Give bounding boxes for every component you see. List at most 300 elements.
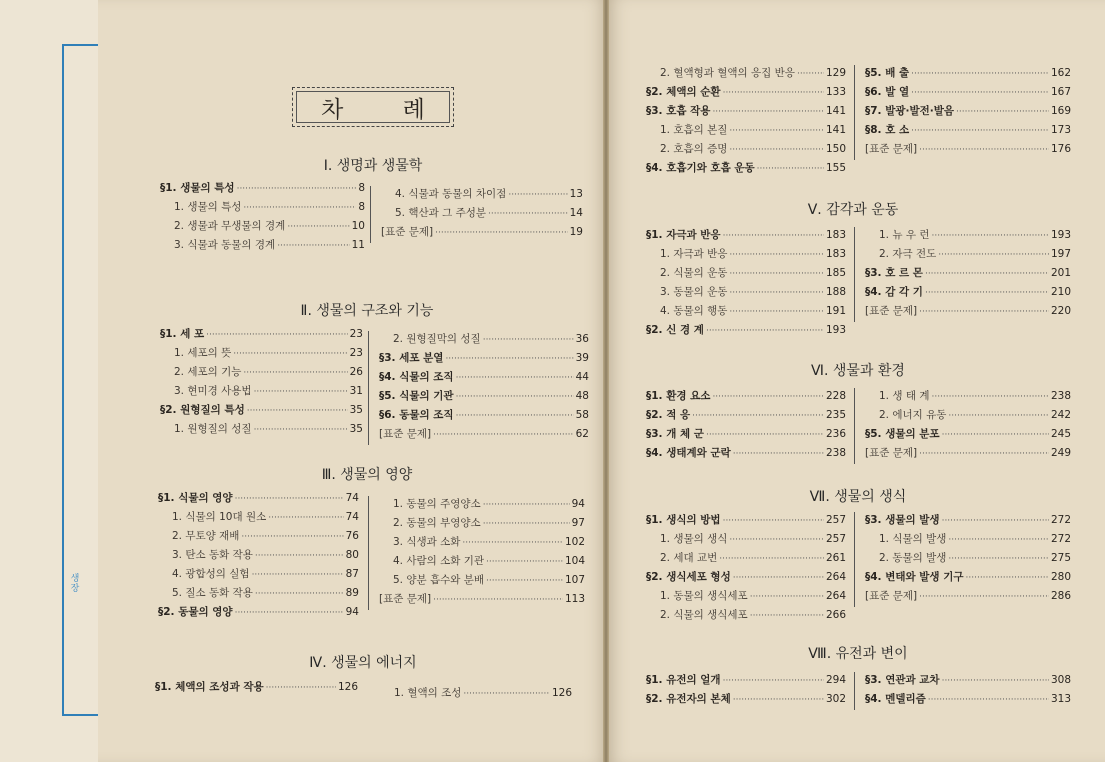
toc-entry-label: [표준 문제] [865,305,918,317]
toc-entry [646,550,846,569]
toc-entry [865,588,1071,607]
chapter-title-7: Ⅶ. 생물의 생식 [809,489,907,505]
chapter-title-1: Ⅰ. 생명과 생물학 [323,158,423,174]
toc-leader-dots [919,307,1049,317]
toc-leader-dots [733,449,824,459]
toc-entry [865,284,1071,303]
toc-leader-dots [235,494,344,504]
toc-entry-page: 104 [564,555,585,567]
toc-entry [160,345,363,364]
toc-entry-page: 294 [825,674,846,686]
toc-entry-page: 242 [1050,409,1071,421]
toc-entry [865,550,1071,569]
toc-entry-page: 228 [825,390,846,402]
toc-entry-page: 167 [1050,86,1071,98]
toc-entry-label: [표준 문제] [381,226,434,238]
toc-entry-page: 210 [1050,286,1071,298]
toc-entry-page: 107 [564,574,585,586]
toc-leader-dots [797,69,824,79]
toc-column [854,672,1071,710]
toc-column [646,227,846,341]
toc-entry [160,199,365,218]
toc-entry-page: 11 [351,239,365,251]
toc-entry [379,407,589,426]
toc-leader-dots [277,241,349,251]
toc-entry-label: §3. 생물의 발생 [865,514,940,526]
toc-entry-label: §4. 호흡기와 호흡 운동 [646,162,755,174]
toc-entry-label: 1. 혈액의 조성 [394,687,462,699]
toc-entry-label: 3. 현미경 사용법 [174,385,252,397]
toc-entry-page: 26 [349,366,363,378]
toc-leader-dots [942,516,1049,526]
toc-entry-label: §1. 생식의 방법 [646,514,721,526]
toc-column [155,679,358,698]
toc-entry-page: 58 [575,409,589,421]
toc-entry-page: 8 [358,201,365,213]
toc-entry [160,364,363,383]
toc-entry [160,421,363,440]
toc-leader-dots [456,411,574,421]
toc-entry-label: §5. 생물의 분포 [865,428,940,440]
toc-entry [158,547,359,566]
toc-entry [379,572,585,591]
toc-leader-dots [723,231,824,241]
toc-entry-label: 2. 호흡의 증명 [660,143,728,155]
toc-entry-label: 1. 호흡의 본질 [660,124,728,136]
toc-entry-label: 4. 동물의 행동 [660,305,728,317]
toc-entry-label: 5. 핵산과 그 주성분 [395,207,487,219]
toc-entry-page: 74 [345,511,359,523]
toc-leader-dots [729,535,824,545]
toc-entry [646,122,846,141]
toc-leader-dots [486,576,563,586]
toc-entry-page: 188 [825,286,846,298]
toc-entry-page: 126 [551,687,572,699]
toc-leader-dots [723,676,824,686]
toc-column [854,512,1071,607]
toc-column [854,65,1071,160]
toc-entry [646,303,846,322]
toc-entry-label: §1. 체액의 조성과 작용 [155,681,264,693]
back-page [0,0,110,762]
toc-leader-dots [706,430,824,440]
book-gutter [603,0,609,762]
toc-leader-dots [483,335,574,345]
toc-entry [646,672,846,691]
toc-entry [646,388,846,407]
toc-entry-page: 39 [575,352,589,364]
toc-entry [865,569,1071,588]
toc-leader-dots [266,683,336,693]
toc-column [854,388,1071,464]
toc-entry [646,531,846,550]
toc-entry-label: 1. 자극과 반응 [660,248,728,260]
toc-entry [646,103,846,122]
toc-leader-dots [942,430,1049,440]
toc-entry-label: 2. 무토양 재배 [172,530,240,542]
toc-entry-page: 31 [349,385,363,397]
toc-entry-page: 245 [1050,428,1071,440]
toc-leader-dots [966,573,1049,583]
toc-entry-page: 23 [349,347,363,359]
toc-entry-label: 3. 식생과 소화 [393,536,461,548]
toc-leader-dots [750,592,824,602]
toc-leader-dots [948,411,1049,421]
toc-entry-label: [표준 문제] [379,593,432,605]
toc-entry [160,180,365,199]
toc-entry-label: §5. 배 출 [865,67,910,79]
toc-entry [646,569,846,588]
toc-leader-dots [925,288,1049,298]
toc-leader-dots [206,330,347,340]
toc-entry-label: 2. 식물의 생식세포 [660,609,748,621]
toc-entry [646,65,846,84]
toc-entry-label: 2. 동물의 부영양소 [393,517,481,529]
toc-column [646,388,846,464]
toc-entry [160,218,365,237]
toc-entry-page: 169 [1050,105,1071,117]
toc-entry-page: 176 [1050,143,1071,155]
toc-entry-page: 35 [349,423,363,435]
toc-entry-page: 235 [825,409,846,421]
toc-entry-page: 155 [825,162,846,174]
toc-leader-dots [919,145,1049,155]
toc-entry-label: 3. 탄소 동화 작용 [172,549,253,561]
toc-leader-dots [712,392,824,402]
toc-entry [379,388,589,407]
toc-entry-page: 261 [825,552,846,564]
toc-leader-dots [919,449,1049,459]
toc-leader-dots [692,411,824,421]
toc-entry-page: 150 [825,143,846,155]
toc-leader-dots [931,231,1048,241]
toc-leader-dots [435,228,568,238]
toc-entry [865,65,1071,84]
toc-leader-dots [723,88,824,98]
toc-leader-dots [254,425,348,435]
toc-leader-dots [456,392,574,402]
toc-entry-page: 13 [569,188,583,200]
toc-entry-page: 23 [349,328,363,340]
toc-entry-label: §1. 식물의 영양 [158,492,233,504]
toc-leader-dots [719,554,824,564]
toc-entry-label: §3. 세포 분열 [379,352,444,364]
toc-entry-label: 1. 동물의 주영양소 [393,498,481,510]
toc-entry [158,604,359,623]
toc-entry [646,588,846,607]
toc-leader-dots [433,595,563,605]
chapter-title-3: Ⅲ. 생물의 영양 [321,467,413,483]
toc-entry [646,284,846,303]
toc-leader-dots [456,373,574,383]
toc-column [160,180,365,256]
toc-leader-dots [255,589,344,599]
toc-entry [646,141,846,160]
toc-entry-label: 1. 식물의 발생 [879,533,947,545]
toc-entry-page: 313 [1050,693,1071,705]
toc-leader-dots [252,570,344,580]
toc-entry-label: 2. 생물과 무생물의 경계 [174,220,286,232]
toc-entry [865,141,1071,160]
toc-entry-page: 257 [825,514,846,526]
toc-entry [865,531,1071,550]
toc-entry-label: 2. 원형질막의 성질 [393,333,481,345]
toc-leader-dots [445,354,573,364]
toc-leader-dots [483,519,570,529]
toc-leader-dots [911,126,1049,136]
toc-entry [865,265,1071,284]
toc-entry [379,426,589,445]
toc-entry-label: 2. 세포의 기능 [174,366,242,378]
toc-entry-page: 238 [825,447,846,459]
toc-entry [379,591,585,610]
toc-entry-label: 1. 생물의 생식 [660,533,728,545]
toc-entry-label: §3. 호 르 몬 [865,267,923,279]
toc-leader-dots [757,164,824,174]
toc-entry-label: 1. 세포의 뜻 [174,347,232,359]
toc-entry [646,512,846,531]
back-page-text: 생장 [70,574,80,594]
toc-entry [379,350,589,369]
toc-column [854,227,1071,322]
toc-entry [379,534,585,553]
toc-leader-dots [938,250,1049,260]
toc-entry-page: 257 [825,533,846,545]
toc-entry [865,103,1071,122]
toc-entry-page: 62 [575,428,589,440]
toc-leader-dots [928,695,1049,705]
toc-entry-label: §4. 식물의 조직 [379,371,454,383]
toc-entry-page: 141 [825,105,846,117]
toc-entry-page: 97 [571,517,585,529]
toc-entry-page: 48 [575,390,589,402]
toc-entry [158,490,359,509]
toc-leader-dots [733,573,824,583]
toc-entry-label: §4. 감 각 기 [865,286,923,298]
toc-entry-label: 2. 혈액형과 혈액의 응집 반응 [660,67,795,79]
toc-entry-label: §8. 호 소 [865,124,910,136]
toc-entry-page: 272 [1050,533,1071,545]
chapter-title-2: Ⅱ. 생물의 구조와 기능 [300,303,434,319]
toc-leader-dots [483,500,570,510]
toc-leader-dots [911,88,1049,98]
toc-entry-page: 44 [575,371,589,383]
toc-entry-label: 4. 광합성의 실험 [172,568,250,580]
toc-entry-page: 308 [1050,674,1071,686]
toc-entry-page: 191 [825,305,846,317]
toc-entry-page: 35 [349,404,363,416]
toc-leader-dots [948,535,1049,545]
toc-leader-dots [911,69,1049,79]
toc-leader-dots [488,209,568,219]
toc-entry-page: 76 [345,530,359,542]
chapter-title-8: Ⅷ. 유전과 변이 [808,646,908,662]
toc-entry-page: 129 [825,67,846,79]
toc-entry [865,445,1071,464]
toc-leader-dots [241,532,343,542]
toc-entry [379,496,585,515]
toc-entry-page: 280 [1050,571,1071,583]
toc-entry-page: 197 [1050,248,1071,260]
toc-entry-label: 1. 뉴 우 런 [879,229,930,241]
toc-column [368,496,585,610]
toc-leader-dots [463,689,550,699]
toc-leader-dots [729,126,824,136]
toc-entry-label: [표준 문제] [379,428,432,440]
toc-entry-label: §5. 식물의 기관 [379,390,454,402]
toc-leader-dots [712,107,824,117]
toc-column [646,65,846,179]
toc-entry-page: 89 [345,587,359,599]
toc-entry [865,691,1071,710]
toc-column [368,331,589,445]
toc-entry [160,326,363,345]
toc-entry-label: 2. 자극 전도 [879,248,937,260]
toc-entry-page: 87 [345,568,359,580]
toc-entry-label: §6. 동물의 조직 [379,409,454,421]
toc-entry-label: 2. 식물의 운동 [660,267,728,279]
toc-entry-label: 5. 양분 흡수와 분배 [393,574,485,586]
toc-entry-label: §2. 동물의 영양 [158,606,233,618]
toc-leader-dots [235,608,344,618]
toc-entry-label: §3. 호흡 작용 [646,105,711,117]
toc-entry-page: 185 [825,267,846,279]
toc-leader-dots [931,392,1048,402]
toc-leader-dots [925,269,1049,279]
toc-column [646,672,846,710]
toc-entry [865,122,1071,141]
toc-entry-page: 275 [1050,552,1071,564]
toc-leader-dots [729,307,824,317]
chapter-title-4: Ⅳ. 생물의 에너지 [309,655,417,671]
toc-entry-label: 4. 사람의 소화 기관 [393,555,485,567]
toc-entry [380,685,572,704]
toc-entry-page: 264 [825,571,846,583]
toc-entry [381,186,583,205]
toc-entry [379,331,589,350]
toc-column [370,186,583,243]
toc-column [646,512,846,626]
toc-leader-dots [233,349,347,359]
toc-entry-label: §1. 자극과 반응 [646,229,721,241]
toc-entry [646,160,846,179]
toc-entry [865,303,1071,322]
toc-entry-label: [표준 문제] [865,590,918,602]
toc-entry-label: §2. 원형질의 특성 [160,404,245,416]
toc-entry [155,679,358,698]
toc-entry [865,672,1071,691]
toc-entry [646,265,846,284]
toc-entry-page: 36 [575,333,589,345]
toc-entry [646,691,846,710]
toc-entry-label: 1. 원형질의 성질 [174,423,252,435]
toc-entry-page: 236 [825,428,846,440]
toc-entry-page: 113 [564,593,585,605]
toc-entry-label: 1. 생물의 특성 [174,201,242,213]
toc-entry [158,509,359,528]
toc-column [160,326,363,440]
toc-entry-label: §3. 개 체 군 [646,428,704,440]
toc-entry [379,369,589,388]
toc-entry [865,407,1071,426]
toc-leader-dots [255,551,344,561]
toc-leader-dots [956,107,1049,117]
toc-leader-dots [433,430,574,440]
toc-entry-page: 74 [345,492,359,504]
toc-leader-dots [254,387,348,397]
toc-entry-page: 94 [571,498,585,510]
toc-entry [379,515,585,534]
chapter-title-5: Ⅴ. 감각과 운동 [807,202,899,218]
toc-entry-page: 102 [564,536,585,548]
toc-entry-label: 1. 동물의 생식세포 [660,590,748,602]
toc-leader-dots [486,557,563,567]
toc-entry-page: 14 [569,207,583,219]
toc-entry [646,407,846,426]
toc-entry [865,426,1071,445]
toc-entry [865,388,1071,407]
toc-leader-dots [733,695,824,705]
toc-entry-label: 5. 질소 동화 작용 [172,587,253,599]
toc-entry-label: §2. 체액의 순환 [646,86,721,98]
toc-entry [646,84,846,103]
toc-leader-dots [287,222,349,232]
toc-entry-label: 3. 식물과 동물의 경계 [174,239,276,251]
toc-entry-label: 3. 동물의 운동 [660,286,728,298]
toc-entry [160,383,363,402]
toc-entry [381,205,583,224]
toc-entry [160,402,363,421]
toc-entry-label: §1. 환경 요소 [646,390,711,402]
toc-entry [646,227,846,246]
toc-entry-page: 80 [345,549,359,561]
toc-entry-label: 1. 생 태 계 [879,390,930,402]
toc-entry [646,426,846,445]
toc-entry [158,566,359,585]
toc-entry-page: 8 [358,182,365,194]
toc-entry-label: §1. 유전의 얼개 [646,674,721,686]
toc-entry [865,512,1071,531]
toc-entry [646,445,846,464]
toc-entry-page: 266 [825,609,846,621]
toc-entry-page: 286 [1050,590,1071,602]
toc-entry-label: §2. 적 응 [646,409,691,421]
toc-entry [646,246,846,265]
toc-leader-dots [243,368,347,378]
toc-entry [646,607,846,626]
toc-leader-dots [268,513,343,523]
chapter-title-6: Ⅵ. 생물과 환경 [811,363,905,379]
toc-entry-label: §4. 생태계와 군락 [646,447,731,459]
toc-entry-page: 201 [1050,267,1071,279]
toc-entry-label: §4. 멘델리즘 [865,693,926,705]
toc-column [158,490,359,623]
toc-entry-page: 220 [1050,305,1071,317]
toc-entry-label: §1. 세 포 [160,328,205,340]
toc-entry-label: §7. 발광·발전·발음 [865,105,955,117]
toc-leader-dots [942,676,1049,686]
toc-leader-dots [243,203,356,213]
toc-entry-page: 238 [1050,390,1071,402]
toc-entry-label: [표준 문제] [865,143,918,155]
toc-entry-page: 126 [337,681,358,693]
toc-column [380,685,572,704]
toc-leader-dots [462,538,563,548]
toc-entry-label: [표준 문제] [865,447,918,459]
toc-entry [646,322,846,341]
toc-entry-page: 141 [825,124,846,136]
toc-leader-dots [948,554,1049,564]
